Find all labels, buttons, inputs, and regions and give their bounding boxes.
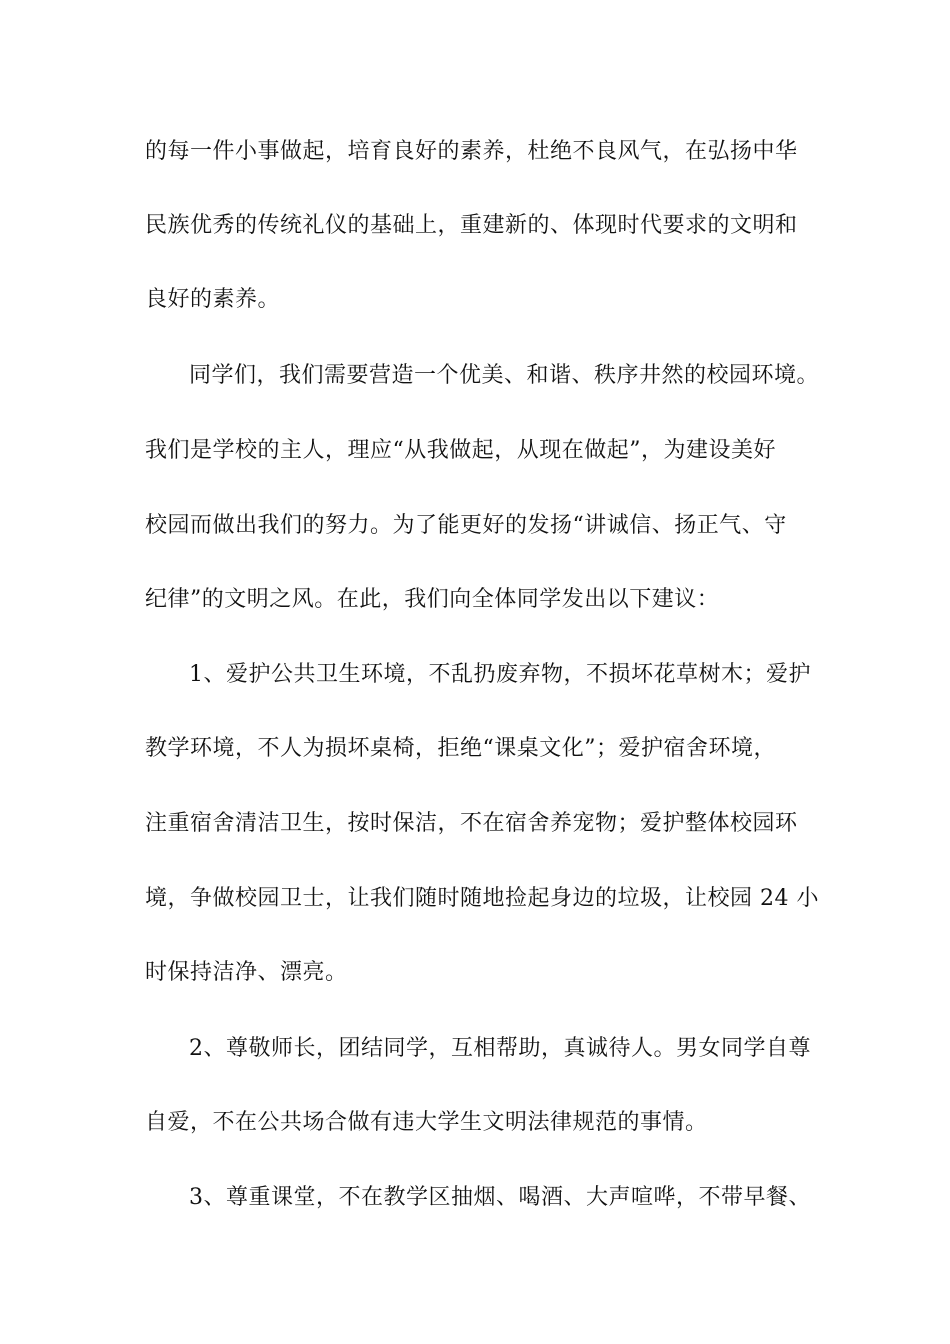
list-item-3-first-line: 3、尊重课堂，不在教学区抽烟、喝酒、大声喧哗，不带早餐、 — [189, 1185, 811, 1210]
text-line: 良好的素养。 — [145, 287, 281, 312]
list-item-1-first-line: 1、爱护公共卫生环境，不乱扔废弃物，不损坏花草树木；爱护 — [189, 662, 811, 687]
text-line: 教学环境，不人为损坏桌椅，拒绝“课桌文化”；爱护宿舍环境， — [145, 736, 776, 761]
text-line: 的每一件小事做起，培育良好的素养，杜绝不良风气，在弘扬中华 — [145, 139, 798, 164]
text-line: 校园而做出我们的努力。为了能更好的发扬“讲诚信、扬正气、守 — [145, 513, 787, 538]
text-line: 纪律”的文明之风。在此，我们向全体同学发出以下建议： — [145, 587, 720, 612]
text-line: 境，争做校园卫士，让我们随时随地捡起身边的垃圾，让校园 24 小 — [145, 886, 819, 911]
list-item-2-first-line: 2、尊敬师长，团结同学，互相帮助，真诚待人。男女同学自尊 — [189, 1036, 811, 1061]
text-line: 时保持洁净、漂亮。 — [145, 960, 348, 985]
text-line: 注重宿舍清洁卫生，按时保洁，不在宿舍养宠物；爱护整体校园环 — [145, 811, 798, 836]
text-line: 民族优秀的传统礼仪的基础上，重建新的、体现时代要求的文明和 — [145, 213, 798, 238]
paragraph-first-line: 同学们，我们需要营造一个优美、和谐、秩序井然的校园环境。 — [189, 363, 820, 388]
text-line: 自爱，不在公共场合做有违大学生文明法律规范的事情。 — [145, 1110, 708, 1135]
text-line: 我们是学校的主人，理应“从我做起，从现在做起”，为建设美好 — [145, 438, 776, 463]
